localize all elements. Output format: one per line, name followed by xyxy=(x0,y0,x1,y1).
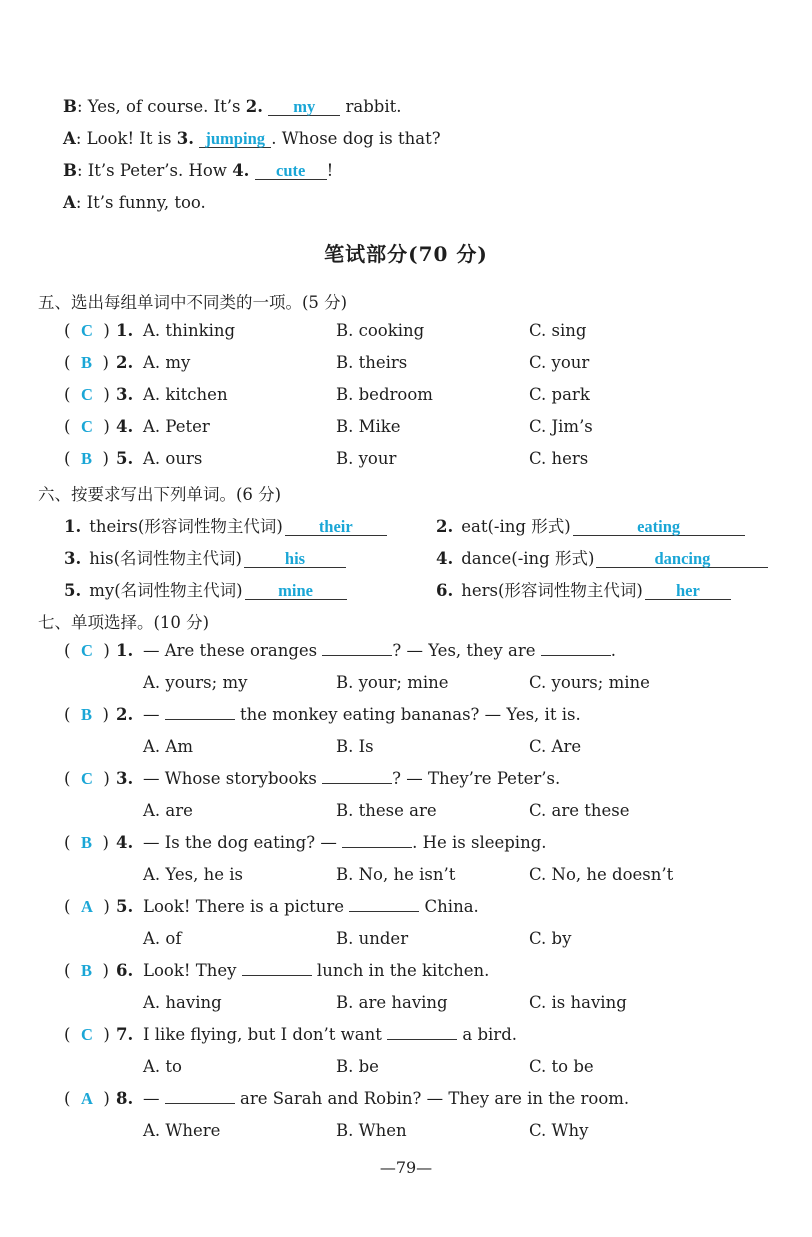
question-part: Look! They xyxy=(143,961,242,980)
option-a: A. ours xyxy=(143,449,203,468)
answer-letter: A xyxy=(80,1089,93,1108)
answer-blank: her xyxy=(645,582,731,600)
item-prompt: eat(-ing 形式) xyxy=(461,517,571,536)
question-blank xyxy=(165,705,235,720)
option-b: B. are having xyxy=(336,993,448,1012)
answer-blank: jumping xyxy=(199,130,271,148)
item-number: 1. xyxy=(64,517,82,536)
option-c: C. to be xyxy=(529,1057,594,1076)
option-c: C. Jim’s xyxy=(529,417,593,436)
answer-blank: mine xyxy=(245,582,347,600)
option-b: B. theirs xyxy=(336,353,408,372)
option-b: B. bedroom xyxy=(336,385,433,404)
word-item xyxy=(436,545,768,569)
option-c: C. are these xyxy=(529,801,630,820)
item-number: 5. xyxy=(64,581,82,600)
question-part: — Are these oranges xyxy=(143,641,323,660)
question-part: China. xyxy=(419,897,479,916)
question-blank xyxy=(165,1089,235,1104)
option-b: B. be xyxy=(336,1057,379,1076)
item-prompt: dance(-ing 形式) xyxy=(461,549,595,568)
item-number: 2. xyxy=(436,517,454,536)
item-number: 4. xyxy=(436,549,454,568)
question-part: lunch in the kitchen. xyxy=(311,961,490,980)
option-a: A. Am xyxy=(143,737,193,756)
option-c: C. sing xyxy=(529,321,587,340)
question-blank xyxy=(349,897,419,912)
answer-letter: B xyxy=(80,833,92,852)
answer-paren: ( B ) xyxy=(64,833,109,852)
answer-paren: ( C ) xyxy=(64,1025,110,1044)
answer-letter: B xyxy=(80,705,92,724)
option-a: A. my xyxy=(143,353,191,372)
answer-letter: C xyxy=(80,417,93,436)
option-a: A. thinking xyxy=(143,321,236,340)
answer-paren: ( C ) xyxy=(64,417,110,436)
option-b: B. your xyxy=(336,449,397,468)
answer-paren: ( C ) xyxy=(64,385,110,404)
word-item xyxy=(64,545,346,569)
answer-blank: eating xyxy=(573,518,745,536)
question-text xyxy=(143,769,560,788)
question-text xyxy=(143,897,479,916)
item-number: 4. xyxy=(116,417,134,436)
option-a: A. kitchen xyxy=(143,385,228,404)
dialogue-line-1: B: Yes, of course. It’s 2. my rabbit. xyxy=(63,97,402,116)
answer-letter: C xyxy=(80,1025,93,1044)
item-prompt: hers(形容词性物主代词) xyxy=(461,581,643,600)
item-number: 5. xyxy=(116,449,134,468)
item-number: 5. xyxy=(116,897,134,916)
question-text xyxy=(143,705,581,724)
option-b: B. these are xyxy=(336,801,437,820)
question-part: are Sarah and Robin? — They are in the room. xyxy=(234,1089,630,1108)
question-part: — xyxy=(143,705,165,724)
answer-letter: C xyxy=(80,641,93,660)
option-a: A. are xyxy=(143,801,193,820)
item-number: 3. xyxy=(116,769,134,788)
question-text xyxy=(143,1025,517,1044)
item-number: 2. xyxy=(116,353,134,372)
question-part: . He is sleeping. xyxy=(412,833,547,852)
answer-letter: A xyxy=(80,897,93,916)
question-part: — Whose storybooks xyxy=(143,769,323,788)
word-item xyxy=(64,513,387,537)
question-blank xyxy=(541,641,611,656)
item-number: 4. xyxy=(116,833,134,852)
item-number: 8. xyxy=(116,1089,134,1108)
section6-heading: 六、按要求写出下列单词。(6 分) xyxy=(38,485,282,504)
option-b: B. Mike xyxy=(336,417,401,436)
question-part: ? — They’re Peter’s. xyxy=(392,769,561,788)
option-a: A. Where xyxy=(143,1121,221,1140)
question-part: Look! There is a picture xyxy=(143,897,350,916)
dialogue-line-3: B: It’s Peter’s. How 4. cute ! xyxy=(63,161,334,180)
item-number: 6. xyxy=(436,581,454,600)
option-a: A. having xyxy=(143,993,222,1012)
option-c: C. No, he doesn’t xyxy=(529,865,674,884)
answer-paren: ( B ) xyxy=(64,449,109,468)
question-part: the monkey eating bananas? — Yes, it is. xyxy=(234,705,581,724)
option-c: C. by xyxy=(529,929,572,948)
item-prompt: his(名词性物主代词) xyxy=(89,549,242,568)
item-prompt: my(名词性物主代词) xyxy=(89,581,243,600)
section5-heading: 五、选出每组单词中不同类的一项。(5 分) xyxy=(38,293,348,312)
question-text xyxy=(143,1089,629,1108)
item-number: 2. xyxy=(116,705,134,724)
option-a: A. of xyxy=(143,929,182,948)
item-number: 3. xyxy=(64,549,82,568)
speaker: B xyxy=(63,97,77,116)
question-blank xyxy=(387,1025,457,1040)
option-c: C. your xyxy=(529,353,590,372)
option-c: C. yours; mine xyxy=(529,673,650,692)
question-text xyxy=(143,833,547,852)
question-part: I like flying, but I don’t want xyxy=(143,1025,388,1044)
answer-letter: B xyxy=(80,353,92,372)
answer-letter: B xyxy=(80,449,92,468)
option-a: A. Peter xyxy=(143,417,210,436)
answer-letter: C xyxy=(80,385,93,404)
answer-paren: ( A ) xyxy=(64,1089,110,1108)
answer-letter: C xyxy=(80,769,93,788)
question-blank xyxy=(242,961,312,976)
answer-paren: ( B ) xyxy=(64,353,109,372)
option-b: B. No, he isn’t xyxy=(336,865,456,884)
answer-paren: ( B ) xyxy=(64,961,109,980)
question-blank xyxy=(322,641,392,656)
answer-blank: my xyxy=(268,98,340,116)
question-blank xyxy=(322,769,392,784)
answer-blank: dancing xyxy=(596,550,768,568)
option-a: A. Yes, he is xyxy=(143,865,243,884)
item-number: 1. xyxy=(116,641,134,660)
question-text xyxy=(143,961,489,980)
page-number: —79— xyxy=(379,1158,433,1177)
question-part: — xyxy=(143,1089,165,1108)
option-b: B. When xyxy=(336,1121,407,1140)
answer-letter: B xyxy=(80,961,92,980)
option-a: A. to xyxy=(143,1057,182,1076)
question-part: a bird. xyxy=(457,1025,518,1044)
option-c: C. hers xyxy=(529,449,589,468)
section7-heading: 七、单项选择。(10 分) xyxy=(38,613,210,632)
word-item xyxy=(436,513,745,537)
item-number: 3. xyxy=(116,385,134,404)
option-c: C. is having xyxy=(529,993,627,1012)
part-title: 笔试部分(70 分) xyxy=(324,242,488,266)
dialogue-line-2: A: Look! It is 3. jumping . Whose dog is that? xyxy=(63,129,441,148)
answer-paren: ( C ) xyxy=(64,769,110,788)
option-c: C. Are xyxy=(529,737,582,756)
option-c: C. park xyxy=(529,385,590,404)
word-item xyxy=(64,577,347,601)
answer-paren: ( C ) xyxy=(64,641,110,660)
answer-blank: cute xyxy=(255,162,327,180)
option-b: B. Is xyxy=(336,737,374,756)
option-b: B. under xyxy=(336,929,409,948)
option-b: B. your; mine xyxy=(336,673,449,692)
option-a: A. yours; my xyxy=(143,673,248,692)
question-blank xyxy=(342,833,412,848)
answer-paren: ( A ) xyxy=(64,897,110,916)
question-part: ? — Yes, they are xyxy=(392,641,541,660)
answer-blank: his xyxy=(244,550,346,568)
question-part: . xyxy=(610,641,616,660)
item-number: 1. xyxy=(116,321,134,340)
item-prompt: theirs(形容词性物主代词) xyxy=(89,517,283,536)
item-number: 7. xyxy=(116,1025,134,1044)
word-item xyxy=(436,577,731,601)
answer-paren: ( C ) xyxy=(64,321,110,340)
option-b: B. cooking xyxy=(336,321,425,340)
option-c: C. Why xyxy=(529,1121,589,1140)
question-part: — Is the dog eating? — xyxy=(143,833,343,852)
item-number: 6. xyxy=(116,961,134,980)
dialogue-line-4: A: It’s funny, too. xyxy=(63,193,206,212)
answer-letter: C xyxy=(80,321,93,340)
answer-paren: ( B ) xyxy=(64,705,109,724)
question-text xyxy=(143,641,616,660)
answer-blank: their xyxy=(285,518,387,536)
